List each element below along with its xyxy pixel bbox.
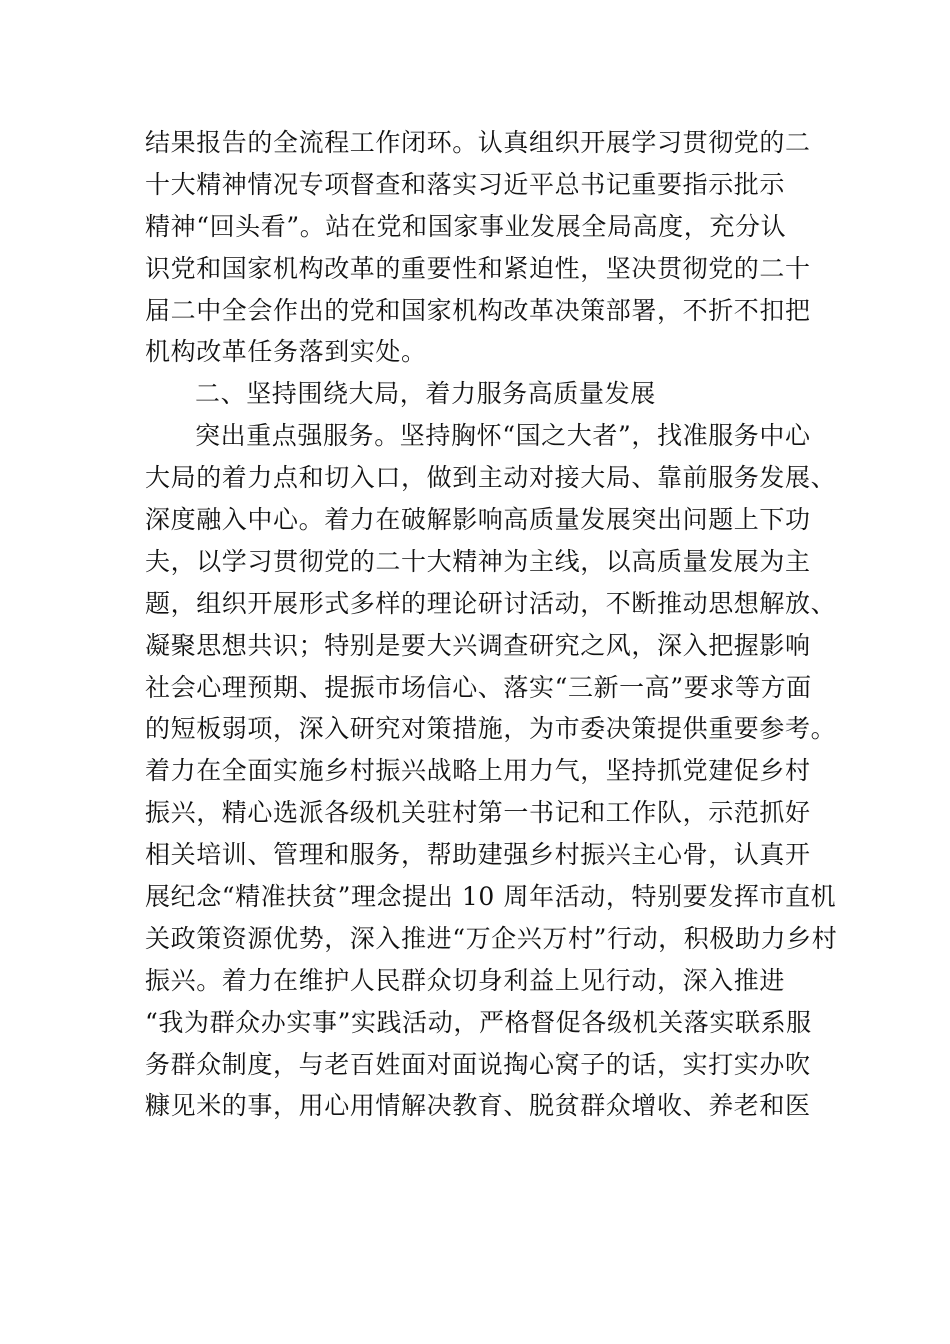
body-text — [145, 122, 838, 1127]
text-line: 关政策资源优势，深入推进“万企兴万村”行动，积极助力乡村 — [145, 923, 838, 953]
text-line: 振兴，精心选派各级机关驻村第一书记和工作队，示范抓好 — [145, 798, 811, 828]
text-line: 着力在全面实施乡村振兴战略上用力气，坚持抓党建促乡村 — [145, 756, 811, 786]
text-line: 识党和国家机构改革的重要性和紧迫性，坚决贯彻党的二十 — [145, 253, 811, 283]
text-line: 十大精神情况专项督查和落实习近平总书记重要指示批示 — [145, 169, 786, 199]
text-line: 机构改革任务落到实处。 — [145, 337, 427, 367]
text-line: 相关培训、管理和服务，帮助建强乡村振兴主心骨，认真开 — [145, 840, 811, 870]
text-line: 社会心理预期、提振市场信心、落实“三新一高”要求等方面 — [145, 672, 812, 702]
text-line: 务群众制度，与老百姓面对面说掏心窝子的话，实打实办吹 — [145, 1049, 811, 1079]
text-line: 糠见米的事，用心用情解决教育、脱贫群众增收、养老和医 — [145, 1091, 811, 1121]
text-line: 深度融入中心。着力在破解影响高质量发展突出问题上下功 — [145, 505, 811, 535]
text-line: 振兴。着力在维护人民群众切身利益上见行动，深入推进 — [145, 965, 786, 995]
text-line: “我为群众办实事”实践活动，严格督促各级机关落实联系服 — [145, 1007, 812, 1037]
text-line: 突出重点强服务。坚持胸怀“国之大者”，找准服务中心 — [195, 421, 811, 451]
text-line: 夫，以学习贯彻党的二十大精神为主线，以高质量发展为主 — [145, 546, 811, 576]
text-line: 届二中全会作出的党和国家机构改革决策部署，不折不扣把 — [145, 295, 811, 325]
section-heading: 二、坚持围绕大局，着力服务高质量发展 — [195, 379, 656, 409]
text-line: 结果报告的全流程工作闭环。认真组织开展学习贯彻党的二 — [145, 128, 811, 157]
text-line: 大局的着力点和切入口，做到主动对接大局、靠前服务发展、 — [145, 463, 837, 493]
text-line: 的短板弱项，深入研究对策措施，为市委决策提供重要参考。 — [145, 714, 837, 744]
text-line: 精神“回头看”。站在党和国家事业发展全局高度，充分认 — [145, 211, 787, 241]
text-line: 题，组织开展形式多样的理论研讨活动，不断推动思想解放、 — [145, 588, 837, 618]
text-line: 展纪念“精准扶贫”理念提出 10 周年活动，特别要发挥市直机 — [145, 882, 837, 912]
text-line: 凝聚思想共识；特别是要大兴调查研究之风，深入把握影响 — [145, 630, 811, 660]
